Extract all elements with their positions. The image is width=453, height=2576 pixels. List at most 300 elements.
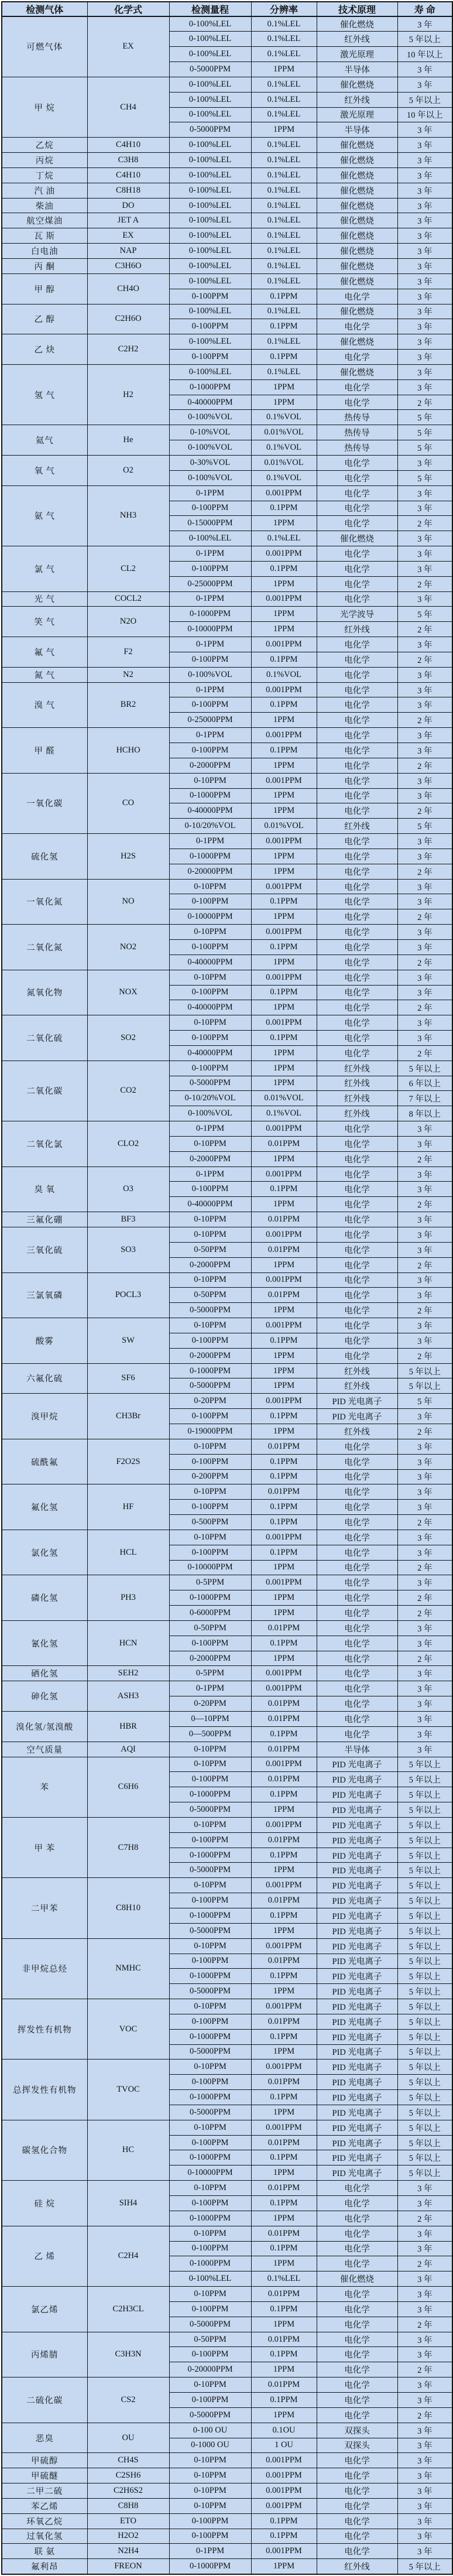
resolution-cell: 0.001PPM: [251, 970, 317, 985]
lifespan-cell: 3 年: [397, 2513, 452, 2529]
gas-name-cell: 航空煤油: [2, 213, 87, 228]
resolution-cell: 0.1PPM: [251, 1908, 317, 1923]
gas-name-cell: 乙烷: [2, 138, 87, 153]
range-cell: 0-100PPM: [169, 2196, 251, 2211]
resolution-cell: 1PPM: [251, 2105, 317, 2120]
resolution-cell: 0.01PPM: [251, 2332, 317, 2347]
lifespan-cell: 3 年: [397, 485, 452, 501]
formula-cell: HF: [87, 1484, 169, 1530]
resolution-cell: 0.001PPM: [251, 1938, 317, 1954]
resolution-cell: 0.1PPM: [251, 2513, 317, 2529]
range-cell: 0-100PPM: [169, 2529, 251, 2544]
principle-cell: PID 光电离子: [317, 2105, 397, 2120]
range-cell: 0-1000PPM: [169, 2150, 251, 2166]
principle-cell: PID 光电离子: [317, 1757, 397, 1772]
range-cell: 0-2000PPM: [169, 1651, 251, 1666]
table-header: [2, 2, 452, 16]
lifespan-cell: 3 年: [397, 894, 452, 909]
resolution-cell: 1PPM: [251, 395, 317, 410]
resolution-cell: 0.1%LEL: [251, 198, 317, 213]
range-cell: 0-5000PPM: [169, 122, 251, 138]
principle-cell: 电化学: [317, 319, 397, 334]
principle-cell: 催化燃烧: [317, 138, 397, 153]
lifespan-cell: 7 年以上: [397, 1091, 452, 1106]
range-cell: 0-10%VOL: [169, 425, 251, 440]
gas-name-cell: 氨 气: [2, 485, 87, 546]
lifespan-cell: 3 年: [397, 1333, 452, 1348]
gas-name-cell: 总挥发性有机物: [2, 2060, 87, 2120]
range-cell: 0-100%LEL: [169, 259, 251, 274]
principle-cell: 电化学: [317, 682, 397, 697]
formula-cell: NAP: [87, 244, 169, 259]
table-row: [2, 1121, 452, 1137]
lifespan-cell: 3 年: [397, 561, 452, 576]
lifespan-cell: 3 年: [397, 2423, 452, 2438]
resolution-cell: 0.001PPM: [251, 637, 317, 652]
principle-cell: 电化学: [317, 728, 397, 743]
table-row: [2, 1272, 452, 1288]
range-cell: 0-10PPM: [169, 1817, 251, 1832]
range-cell: 0-5000PPM: [169, 2407, 251, 2423]
resolution-cell: 1PPM: [251, 849, 317, 864]
principle-cell: 电化学: [317, 1318, 397, 1333]
table-row: [2, 2120, 452, 2135]
range-cell: 0-100PPM: [169, 1832, 251, 1848]
lifespan-cell: 3 年: [397, 1182, 452, 1197]
principle-cell: 红外线: [317, 1424, 397, 1439]
resolution-cell: 0.1%VOL: [251, 410, 317, 425]
table-row: [2, 2468, 452, 2483]
resolution-cell: 0.001PPM: [251, 682, 317, 697]
principle-cell: PID 光电离子: [317, 2075, 397, 2090]
resolution-cell: 1PPM: [251, 758, 317, 773]
lifespan-cell: 3 年: [397, 2271, 452, 2287]
principle-cell: 电化学: [317, 1590, 397, 1606]
principle-cell: 电化学: [317, 1151, 397, 1166]
table-row: [2, 1681, 452, 1696]
principle-cell: PID 光电离子: [317, 1923, 397, 1938]
table-row: [2, 304, 452, 319]
formula-cell: N2: [87, 667, 169, 682]
principle-cell: 红外线: [317, 32, 397, 47]
lifespan-cell: 5 年以上: [397, 2075, 452, 2090]
gas-name-cell: 六氟化硫: [2, 1363, 87, 1394]
table-row: [2, 167, 452, 183]
principle-cell: 催化燃烧: [317, 16, 397, 32]
lifespan-cell: 5 年以上: [397, 32, 452, 47]
formula-cell: HCN: [87, 1620, 169, 1666]
table-row: [2, 2513, 452, 2529]
range-cell: 0-100PPM: [169, 2513, 251, 2529]
principle-cell: 半导体: [317, 1742, 397, 1757]
principle-cell: PID 光电离子: [317, 1954, 397, 1969]
resolution-cell: 0.01PPM: [251, 1742, 317, 1757]
principle-cell: 电化学: [317, 849, 397, 864]
formula-cell: O2: [87, 455, 169, 485]
table-row: [2, 213, 452, 228]
formula-cell: ETO: [87, 2513, 169, 2529]
lifespan-cell: 3 年: [397, 16, 452, 32]
resolution-cell: 0.1%LEL: [251, 259, 317, 274]
lifespan-cell: 5 年以上: [397, 1757, 452, 1772]
formula-cell: O3: [87, 1166, 169, 1212]
range-cell: 0-10PPM: [169, 2468, 251, 2483]
formula-cell: CS2: [87, 2377, 169, 2423]
lifespan-cell: 5 年以上: [397, 1878, 452, 1893]
principle-cell: 热传导: [317, 440, 397, 456]
resolution-cell: 0.1PPM: [251, 1848, 317, 1863]
lifespan-cell: 3 年: [397, 743, 452, 758]
range-cell: 0-1000PPM: [169, 1908, 251, 1923]
principle-cell: 电化学: [317, 1257, 397, 1272]
formula-cell: NO: [87, 879, 169, 925]
lifespan-cell: 5 年: [397, 819, 452, 834]
gas-name-cell: 氮氧化物: [2, 970, 87, 1015]
resolution-cell: 0.1PPM: [251, 2347, 317, 2362]
principle-cell: 催化燃烧: [317, 213, 397, 228]
gas-name-cell: 笑 气: [2, 607, 87, 637]
principle-cell: 红外线: [317, 1378, 397, 1394]
resolution-cell: 0.1%LEL: [251, 334, 317, 350]
gas-name-cell: 乙 炔: [2, 334, 87, 365]
formula-cell: COCL2: [87, 591, 169, 607]
range-cell: 0-200PPM: [169, 1469, 251, 1484]
resolution-cell: 0.001PPM: [251, 2483, 317, 2499]
principle-cell: 电化学: [317, 1606, 397, 1621]
principle-cell: 半导体: [317, 62, 397, 77]
principle-cell: PID 光电离子: [317, 1878, 397, 1893]
formula-cell: SEH2: [87, 1666, 169, 1681]
range-cell: 0-100 OU: [169, 2423, 251, 2438]
lifespan-cell: 3 年: [397, 379, 452, 395]
principle-cell: 激光原理: [317, 47, 397, 62]
range-cell: 0-100%LEL: [169, 138, 251, 153]
resolution-cell: 1PPM: [251, 1045, 317, 1060]
resolution-cell: 1PPM: [251, 955, 317, 970]
principle-cell: 电化学: [317, 1712, 397, 1727]
principle-cell: 红外线: [317, 1076, 397, 1091]
resolution-cell: 0.1PPM: [251, 501, 317, 516]
principle-cell: 电化学: [317, 2453, 397, 2468]
table-row: [2, 198, 452, 213]
resolution-cell: 0.01PPM: [251, 1288, 317, 1303]
range-cell: 0-100%LEL: [169, 183, 251, 198]
range-cell: 0-10PPM: [169, 2483, 251, 2499]
resolution-cell: 1PPM: [251, 1984, 317, 1999]
range-cell: 0-20000PPM: [169, 864, 251, 879]
lifespan-cell: 5 年以上: [397, 2105, 452, 2120]
gas-name-cell: 磷化氢: [2, 1575, 87, 1621]
lifespan-cell: 5 年以上: [397, 1378, 452, 1394]
principle-cell: 电化学: [317, 591, 397, 607]
range-cell: 0-100%VOL: [169, 410, 251, 425]
table-row: [2, 834, 452, 849]
resolution-cell: 1PPM: [251, 1802, 317, 1818]
resolution-cell: 1PPM: [251, 909, 317, 925]
resolution-cell: 1PPM: [251, 2317, 317, 2332]
principle-cell: 红外线: [317, 1060, 397, 1076]
principle-cell: 电化学: [317, 2498, 397, 2513]
resolution-cell: 0.001PPM: [251, 925, 317, 940]
range-cell: 0-100PPM: [169, 2301, 251, 2317]
resolution-cell: 0.001PPM: [251, 1878, 317, 1893]
principle-cell: PID 光电离子: [317, 2166, 397, 2181]
principle-cell: 电化学: [317, 1166, 397, 1182]
lifespan-cell: 3 年: [397, 153, 452, 168]
principle-cell: 电化学: [317, 455, 397, 470]
range-cell: 0-40000PPM: [169, 955, 251, 970]
range-cell: 0-1PPM: [169, 1121, 251, 1137]
range-cell: 0-1PPM: [169, 728, 251, 743]
resolution-cell: 0.01PPM: [251, 1832, 317, 1848]
resolution-cell: 0.1PPM: [251, 2301, 317, 2317]
lifespan-cell: 3 年: [397, 1636, 452, 1651]
range-cell: 0-1000 OU: [169, 2438, 251, 2453]
gas-name-cell: 硫酰氟: [2, 1439, 87, 1484]
lifespan-cell: 3 年: [397, 77, 452, 92]
resolution-cell: 0.001PPM: [251, 2468, 317, 2483]
table-row: [2, 546, 452, 562]
table-row: [2, 485, 452, 501]
gas-name-cell: 二甲二硫: [2, 2483, 87, 2499]
principle-cell: PID 光电离子: [317, 2014, 397, 2029]
lifespan-cell: 2 年: [397, 1045, 452, 1060]
lifespan-cell: 3 年: [397, 198, 452, 213]
resolution-cell: 0.1%LEL: [251, 16, 317, 32]
principle-cell: PID 光电离子: [317, 2090, 397, 2105]
table-row: [2, 425, 452, 440]
resolution-cell: 0.1PPM: [251, 743, 317, 758]
gas-sensor-spec-sheet: [0, 1, 453, 2575]
principle-cell: PID 光电离子: [317, 1817, 397, 1832]
principle-cell: 电化学: [317, 788, 397, 803]
principle-cell: 电化学: [317, 2317, 397, 2332]
table-row: [2, 1530, 452, 1545]
range-cell: 0-100%LEL: [169, 198, 251, 213]
resolution-cell: 0.1PPM: [251, 1333, 317, 1348]
range-cell: 0-10PPM: [169, 1015, 251, 1031]
lifespan-cell: 5 年以上: [397, 1984, 452, 1999]
lifespan-cell: 5 年以上: [397, 2029, 452, 2044]
principle-cell: 电化学: [317, 909, 397, 925]
column-header-principle: 技术原理: [317, 2, 397, 16]
formula-cell: C3H6O: [87, 259, 169, 274]
formula-cell: FREON: [87, 2559, 169, 2574]
resolution-cell: 0.01PPM: [251, 1893, 317, 1908]
range-cell: 0-1000PPM: [169, 849, 251, 864]
resolution-cell: 0.01PPM: [251, 2226, 317, 2241]
range-cell: 0—500PPM: [169, 1726, 251, 1742]
principle-cell: 催化燃烧: [317, 259, 397, 274]
table-row: [2, 1666, 452, 1681]
lifespan-cell: 5 年以上: [397, 1863, 452, 1878]
formula-cell: HCHO: [87, 728, 169, 774]
resolution-cell: 0.1%LEL: [251, 167, 317, 183]
resolution-cell: 0.001PPM: [251, 2060, 317, 2075]
lifespan-cell: 2 年: [397, 1651, 452, 1666]
lifespan-cell: 3 年: [397, 985, 452, 1000]
range-cell: 0-100PPM: [169, 289, 251, 304]
principle-cell: 电化学: [317, 1333, 397, 1348]
table-row: [2, 2060, 452, 2075]
range-cell: 0-2000PPM: [169, 1348, 251, 1363]
principle-cell: 电化学: [317, 1515, 397, 1530]
lifespan-cell: 2 年: [397, 1257, 452, 1272]
range-cell: 0-10PPM: [169, 1212, 251, 1227]
range-cell: 0-100PPM: [169, 1500, 251, 1515]
lifespan-cell: 3 年: [397, 1545, 452, 1560]
principle-cell: 电化学: [317, 2301, 397, 2317]
formula-cell: F2O2S: [87, 1439, 169, 1484]
table-row: [2, 2483, 452, 2499]
lifespan-cell: 2 年: [397, 1000, 452, 1015]
resolution-cell: 0.1%LEL: [251, 153, 317, 168]
range-cell: 0-40000PPM: [169, 1197, 251, 1212]
lifespan-cell: 5 年: [397, 470, 452, 485]
table-row: [2, 1938, 452, 1954]
principle-cell: 电化学: [317, 1530, 397, 1545]
range-cell: 0-100PPM: [169, 1409, 251, 1424]
principle-cell: 电化学: [317, 2287, 397, 2302]
gas-name-cell: 氢 气: [2, 364, 87, 425]
range-cell: 0-10PPM: [169, 2120, 251, 2135]
resolution-cell: 0.01PPM: [251, 1212, 317, 1227]
table-row: [2, 970, 452, 985]
range-cell: 0-100%LEL: [169, 16, 251, 32]
lifespan-cell: 3 年: [397, 879, 452, 894]
principle-cell: 电化学: [317, 1272, 397, 1288]
resolution-cell: 0.1PPM: [251, 2029, 317, 2044]
formula-cell: H2O2: [87, 2529, 169, 2544]
resolution-cell: 0.01%VOL: [251, 1091, 317, 1106]
table-row: [2, 1166, 452, 1182]
gas-name-cell: 氯 气: [2, 546, 87, 592]
range-cell: 0-5PPM: [169, 1575, 251, 1590]
principle-cell: 催化燃烧: [317, 2271, 397, 2287]
formula-cell: F2: [87, 637, 169, 668]
resolution-cell: 0.1PPM: [251, 1545, 317, 1560]
principle-cell: 催化燃烧: [317, 77, 397, 92]
resolution-cell: 0.001PPM: [251, 591, 317, 607]
range-cell: 0-1000PPM: [169, 2029, 251, 2044]
range-cell: 0-15000PPM: [169, 516, 251, 531]
range-cell: 0-2000PPM: [169, 1257, 251, 1272]
range-cell: 0-10PPM: [169, 1272, 251, 1288]
range-cell: 0-10PPM: [169, 1878, 251, 1893]
formula-cell: C8H18: [87, 183, 169, 198]
principle-cell: 电化学: [317, 1182, 397, 1197]
range-cell: 0—10PPM: [169, 1712, 251, 1727]
gas-name-cell: 可燃气体: [2, 16, 87, 77]
gas-name-cell: 硅 烷: [2, 2181, 87, 2226]
range-cell: 0-1PPM: [169, 1681, 251, 1696]
principle-cell: 红外线: [317, 622, 397, 637]
formula-cell: C2H4: [87, 2226, 169, 2286]
principle-cell: 电化学: [317, 2468, 397, 2483]
resolution-cell: 1PPM: [251, 1303, 317, 1318]
formula-cell: C8H10: [87, 1878, 169, 1938]
lifespan-cell: 5 年以上: [397, 1908, 452, 1923]
formula-cell: C2H3CL: [87, 2287, 169, 2332]
range-cell: 0-100PPM: [169, 1333, 251, 1348]
formula-cell: C2SH6: [87, 2468, 169, 2483]
principle-cell: 电化学: [317, 1136, 397, 1151]
lifespan-cell: 5 年以上: [397, 2135, 452, 2150]
range-cell: 0-1000PPM: [169, 1363, 251, 1378]
lifespan-cell: 2 年: [397, 2211, 452, 2226]
resolution-cell: 1PPM: [251, 2044, 317, 2060]
lifespan-cell: 3 年: [397, 2438, 452, 2453]
resolution-cell: 0.1%LEL: [251, 304, 317, 319]
column-header-gas: 检测气体: [2, 2, 87, 16]
resolution-cell: 0.001PPM: [251, 1121, 317, 1137]
lifespan-cell: 3 年: [397, 728, 452, 743]
range-cell: 0-10PPM: [169, 1938, 251, 1954]
resolution-cell: 0.1%LEL: [251, 2271, 317, 2287]
range-cell: 0-20000PPM: [169, 2362, 251, 2377]
resolution-cell: 0.1PPM: [251, 2392, 317, 2407]
principle-cell: 催化燃烧: [317, 228, 397, 244]
gas-name-cell: 丁烷: [2, 167, 87, 183]
formula-cell: C8H8: [87, 2498, 169, 2513]
resolution-cell: 0.01PPM: [251, 1712, 317, 1727]
lifespan-cell: 3 年: [397, 1015, 452, 1031]
principle-cell: 电化学: [317, 1469, 397, 1484]
formula-cell: N2H4: [87, 2544, 169, 2559]
resolution-cell: 1PPM: [251, 803, 317, 819]
principle-cell: 电化学: [317, 834, 397, 849]
gas-name-cell: 三氟化硼: [2, 1212, 87, 1227]
principle-cell: PID 光电离子: [317, 1863, 397, 1878]
lifespan-cell: 3 年: [397, 2377, 452, 2393]
range-cell: 0-40000PPM: [169, 1000, 251, 1015]
lifespan-cell: 5 年以上: [397, 1832, 452, 1848]
principle-cell: 红外线: [317, 1106, 397, 1121]
resolution-cell: 0.1PPM: [251, 652, 317, 667]
resolution-cell: 0.1PPM: [251, 2150, 317, 2166]
principle-cell: 电化学: [317, 2241, 397, 2256]
range-cell: 0-6000PPM: [169, 1606, 251, 1621]
lifespan-cell: 3 年: [397, 138, 452, 153]
gas-name-cell: 苯: [2, 1757, 87, 1817]
principle-cell: PID 光电离子: [317, 1969, 397, 1984]
lifespan-cell: 2 年: [397, 622, 452, 637]
range-cell: 0-100%LEL: [169, 2271, 251, 2287]
range-cell: 0-25000PPM: [169, 713, 251, 728]
range-cell: 0-10PPM: [169, 925, 251, 940]
principle-cell: 电化学: [317, 773, 397, 788]
resolution-cell: 1PPM: [251, 1606, 317, 1621]
lifespan-cell: 5 年以上: [397, 2120, 452, 2135]
lifespan-cell: 3 年: [397, 455, 452, 470]
lifespan-cell: 2 年: [397, 576, 452, 591]
table-row: [2, 637, 452, 652]
resolution-cell: 0.001PPM: [251, 1666, 317, 1681]
gas-name-cell: 丙 酮: [2, 259, 87, 274]
principle-cell: 电化学: [317, 2332, 397, 2347]
resolution-cell: 0.001PPM: [251, 1272, 317, 1288]
table-row: [2, 2423, 452, 2438]
resolution-cell: 1PPM: [251, 1424, 317, 1439]
principle-cell: 电化学: [317, 1197, 397, 1212]
lifespan-cell: 3 年: [397, 1500, 452, 1515]
resolution-cell: 0.1PPM: [251, 1182, 317, 1197]
formula-cell: JET A: [87, 213, 169, 228]
resolution-cell: 1PPM: [251, 2559, 317, 2574]
resolution-cell: 0.1%LEL: [251, 92, 317, 107]
resolution-cell: 1PPM: [251, 1863, 317, 1878]
principle-cell: PID 光电离子: [317, 1802, 397, 1818]
